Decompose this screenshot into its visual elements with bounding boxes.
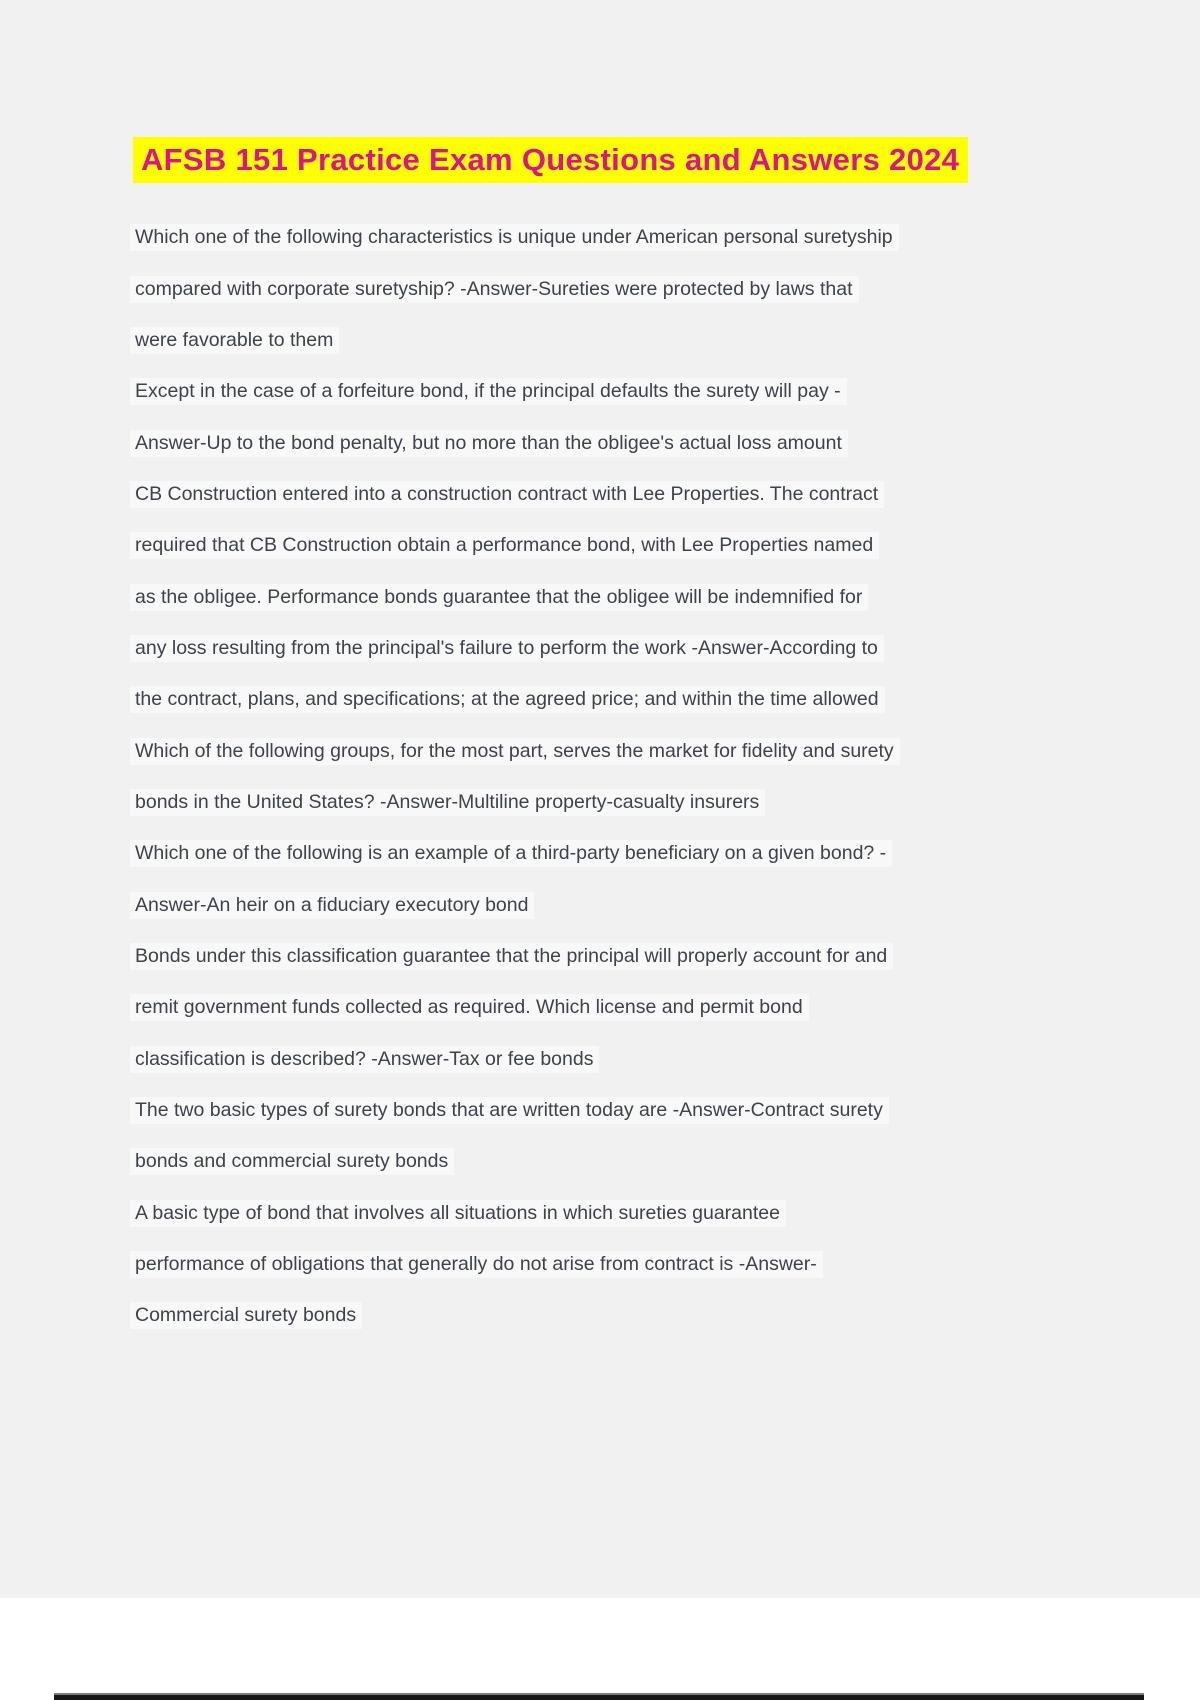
next-page-divider: [54, 1693, 1144, 1700]
text-line: [130, 315, 1075, 366]
page-title-highlight: AFSB 151 Practice Exam Questions and Answers 2024: [133, 137, 968, 183]
text-line: [130, 1188, 1075, 1239]
text-line-highlight: Which of the following groups, for the most part, serves the market for fidelity and surety: [130, 738, 900, 765]
text-line-highlight: the contract, plans, and specifications; at the agreed price; and within the time allowed: [130, 686, 885, 713]
text-line-highlight: Commercial surety bonds: [130, 1302, 362, 1329]
text-line-highlight: performance of obligations that generally do not arise from contract is -Answer-: [130, 1251, 823, 1278]
text-line: [130, 1290, 1075, 1341]
text-line: [130, 777, 1075, 828]
text-line: [130, 931, 1075, 982]
text-line-highlight: were favorable to them: [130, 327, 339, 354]
text-line: [130, 725, 1075, 776]
text-line-highlight: The two basic types of surety bonds that are written today are -Answer-Contract surety: [130, 1097, 889, 1124]
text-line-highlight: Bonds under this classification guarantee that the principal will properly account for and: [130, 943, 893, 970]
text-line: [130, 520, 1075, 571]
text-line: [130, 1136, 1075, 1187]
text-line: [130, 1034, 1075, 1085]
text-line-highlight: Which one of the following is an example of a third-party beneficiary on a given bond? -: [130, 840, 892, 867]
text-line: [130, 1239, 1075, 1290]
text-line: [130, 366, 1075, 417]
text-line-highlight: as the obligee. Performance bonds guarantee that the obligee will be indemnified for: [130, 584, 868, 611]
text-line-highlight: Except in the case of a forfeiture bond, if the principal defaults the surety will pay -: [130, 378, 847, 405]
text-line-highlight: classification is described? -Answer-Tax or fee bonds: [130, 1046, 599, 1073]
text-line-highlight: CB Construction entered into a construction contract with Lee Properties. The contract: [130, 481, 884, 508]
text-line: [130, 674, 1075, 725]
page-title: [133, 137, 968, 183]
text-line-highlight: bonds in the United States? -Answer-Multiline property-casualty insurers: [130, 789, 765, 816]
text-line: [130, 623, 1075, 674]
text-line-highlight: any loss resulting from the principal's failure to perform the work -Answer-According to: [130, 635, 884, 662]
text-line: [130, 879, 1075, 930]
text-line-highlight: Answer-Up to the bond penalty, but no more than the obligee's actual loss amount: [130, 430, 848, 457]
text-line: [130, 263, 1075, 314]
text-line-highlight: compared with corporate suretyship? -Answer-Sureties were protected by laws that: [130, 276, 859, 303]
text-line: [130, 982, 1075, 1033]
text-line-highlight: remit government funds collected as required. Which license and permit bond: [130, 994, 809, 1021]
text-line: [130, 828, 1075, 879]
text-line: [130, 571, 1075, 622]
text-line: [130, 212, 1075, 263]
text-line: [130, 417, 1075, 468]
document-body: [130, 212, 1075, 1342]
text-line-highlight: Answer-An heir on a fiduciary executory bond: [130, 892, 534, 919]
text-line: [130, 1085, 1075, 1136]
text-line-highlight: Which one of the following characteristics is unique under American personal suretyship: [130, 224, 899, 251]
text-line-highlight: A basic type of bond that involves all situations in which sureties guarantee: [130, 1200, 786, 1227]
text-line: [130, 469, 1075, 520]
text-line-highlight: required that CB Construction obtain a performance bond, with Lee Properties named: [130, 532, 879, 559]
text-line-highlight: bonds and commercial surety bonds: [130, 1148, 454, 1175]
page-bottom-margin: [0, 1598, 1200, 1700]
